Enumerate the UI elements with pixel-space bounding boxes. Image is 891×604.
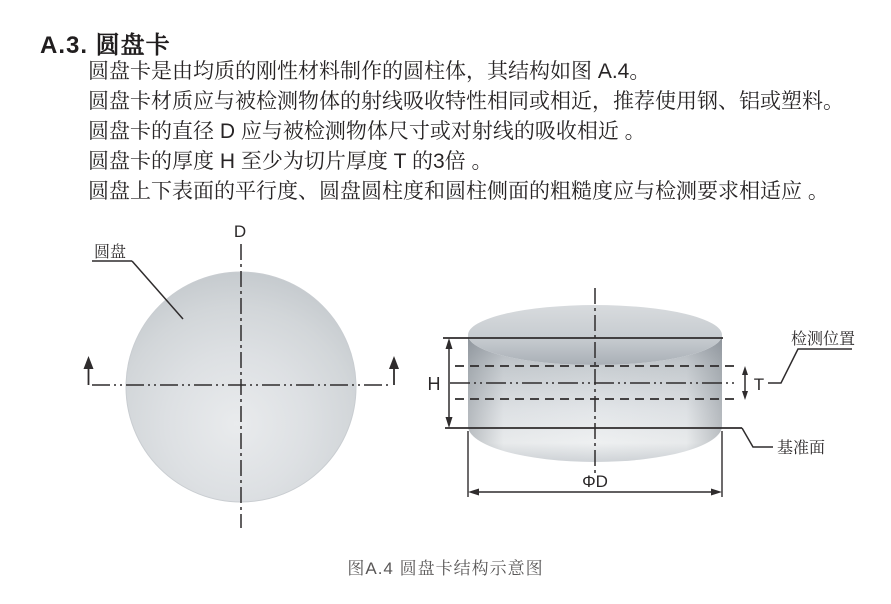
figure-caption: 图A.4 圆盘卡结构示意图: [347, 559, 544, 578]
label-datum-plane: 基准面: [777, 440, 826, 457]
dimension-H: [428, 338, 453, 428]
datum-plane-callout: [742, 428, 825, 457]
paragraph-line: 圆盘卡是由均质的刚性材料制作的圆柱体，其结构如图 A.4。: [88, 60, 651, 83]
paragraph-line: 圆盘卡的厚度 H 至少为切片厚度 T 的3倍 。: [88, 150, 493, 173]
dimension-T: [742, 366, 764, 400]
label-height: H: [427, 374, 441, 394]
detection-position-callout: [768, 330, 855, 383]
section-heading: A.3. 圆盘卡: [40, 32, 171, 59]
figure-a4-diagram: [0, 210, 891, 550]
disc-side-view: [428, 288, 856, 497]
label-thickness: T: [753, 375, 765, 394]
body-paragraphs: [88, 57, 878, 207]
section-arrow-left-icon: [84, 356, 94, 385]
label-disc: 圆盘: [94, 244, 127, 261]
paragraph-line: 圆盘卡材质应与被检测物体的射线吸收特性相同或相近，推荐使用钢、铝或塑料。: [88, 90, 844, 113]
section-arrow-right-icon: [389, 356, 399, 385]
paragraph-line: 圆盘上下表面的平行度、圆盘圆柱度和圆柱侧面的粗糙度应与检测要求相适应 。: [88, 180, 829, 203]
label-diameter-axis: D: [233, 222, 247, 241]
paragraph-line: 圆盘卡的直径 D 应与被检测物体尺寸或对射线的吸收相近 。: [88, 120, 646, 143]
label-phi-d: ΦD: [582, 472, 608, 491]
label-detection-position: 检测位置: [791, 331, 856, 348]
disc-top-view: [84, 222, 400, 528]
